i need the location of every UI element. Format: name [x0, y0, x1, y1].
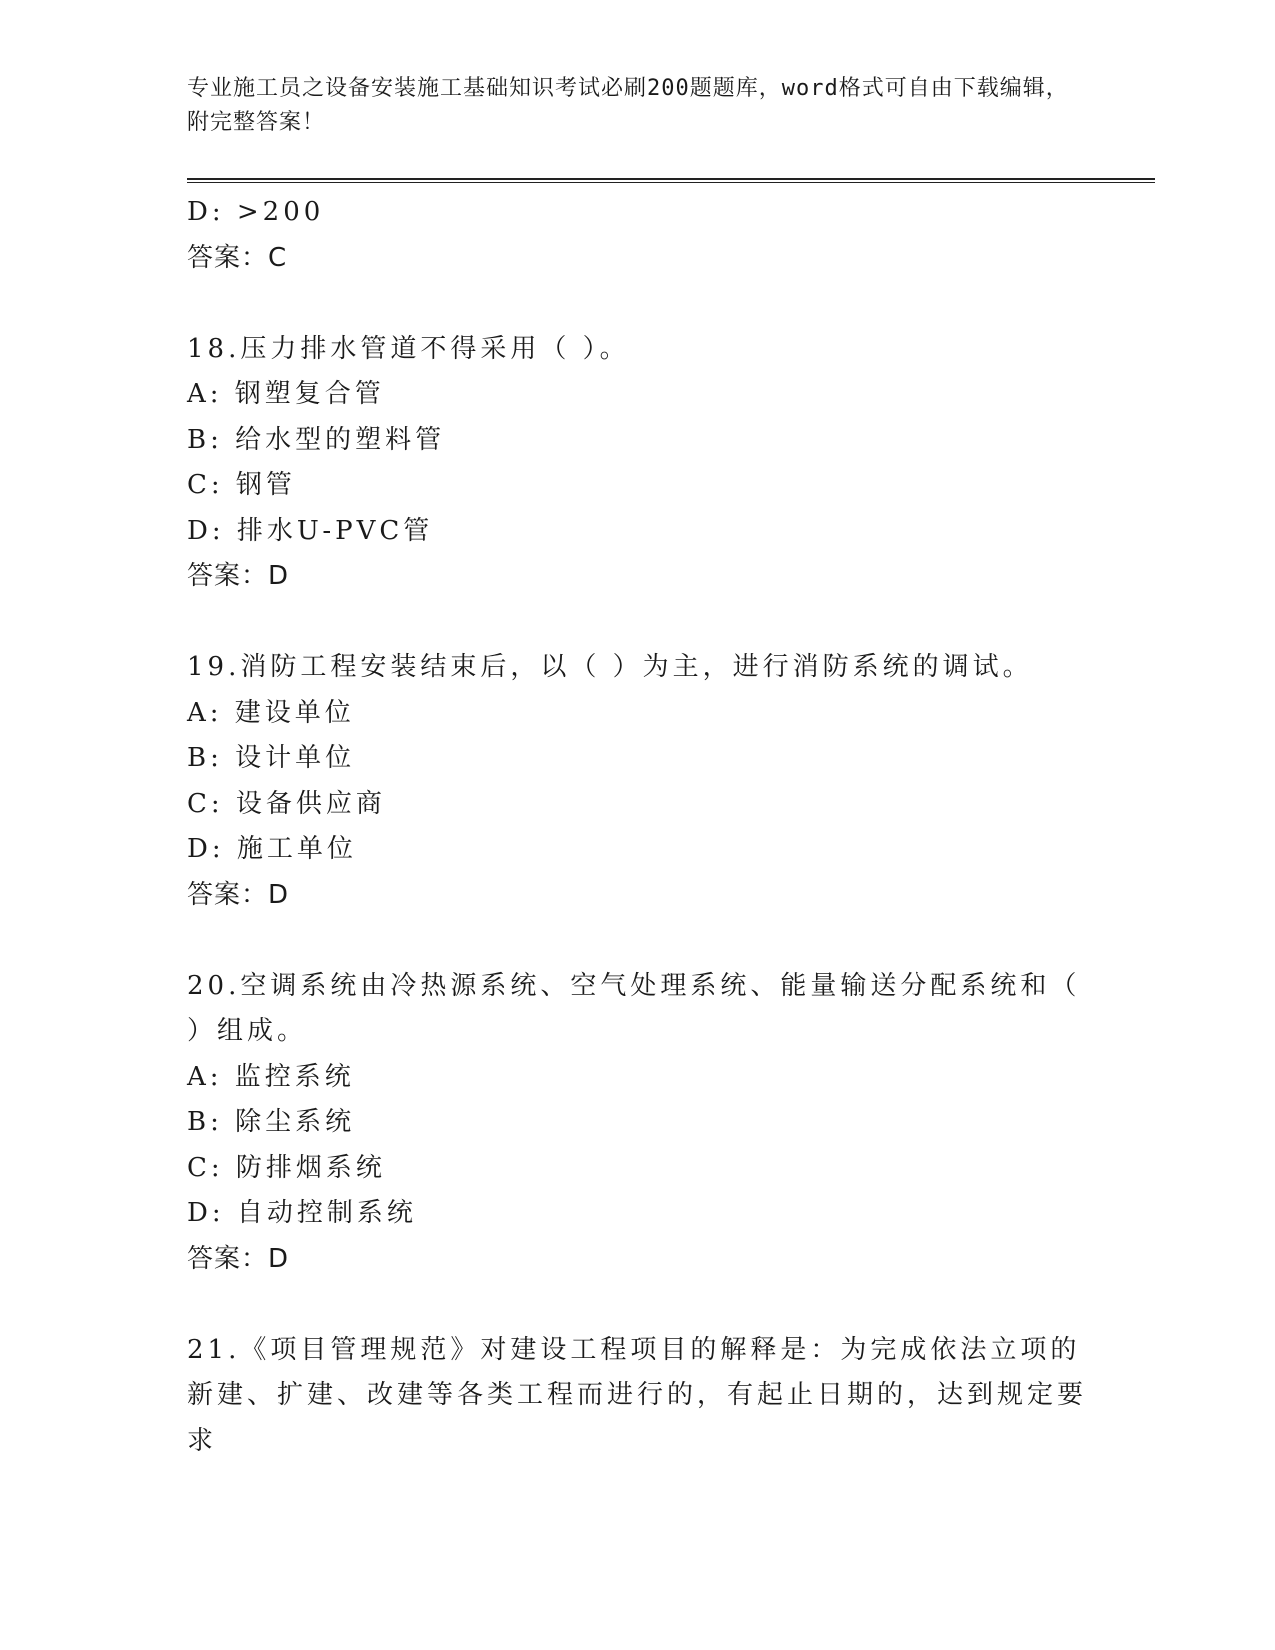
option-c: C: 防排烟系统: [187, 1152, 386, 1183]
answer: 答案：D: [187, 1243, 290, 1274]
question-19: [187, 645, 1087, 918]
spacer: [187, 600, 1087, 646]
question-20: [187, 964, 1087, 1283]
spacer: [187, 1282, 1087, 1328]
question-18: [187, 327, 1087, 600]
spacer: [187, 281, 1087, 327]
option-a: A: 建设单位: [187, 697, 355, 728]
question-21: [187, 1328, 1087, 1465]
answer: 答案：D: [187, 879, 290, 910]
document-body: [187, 190, 1087, 1464]
option-c: C: 设备供应商: [187, 788, 386, 819]
header-divider: [187, 178, 1155, 183]
option-a: A: 监控系统: [187, 1061, 355, 1092]
option-d: D: 施工单位: [187, 834, 357, 864]
option-b: B: 除尘系统: [187, 1107, 356, 1137]
question-stem: 21.《项目管理规范》对建设工程项目的解释是：为完成依法立项的新建、扩建、改建等各类工程而进行的，有起止日期的，达到规定要求: [187, 1334, 1088, 1456]
question-stem: 20.空调系统由冷热源系统、空气处理系统、能量输送分配系统和（ ）组成。: [187, 970, 1081, 1046]
question-17-option-d: D: >200: [187, 197, 325, 227]
document-header: [187, 72, 1087, 140]
option-a: A: 钢塑复合管: [187, 379, 385, 409]
answer: 答案：D: [187, 561, 290, 591]
option-c: C: 钢管: [187, 470, 296, 500]
option-b: B: 设计单位: [187, 743, 356, 773]
question-stem: 19.消防工程安装结束后，以（ ）为主，进行消防系统的调试。: [187, 652, 1033, 682]
spacer: [187, 918, 1087, 964]
header-title: 专业施工员之设备安装施工基础知识考试必刷200题题库，word格式可自由下载编辑，附完整答案！: [187, 76, 1069, 135]
option-b: B: 给水型的塑料管: [187, 424, 446, 455]
option-d: D: 排水U-PVC管: [187, 515, 434, 546]
question-17-answer: 答案：C: [187, 242, 288, 273]
question-stem: 18.压力排水管道不得采用（ ）。: [187, 333, 630, 364]
option-d: D: 自动控制系统: [187, 1198, 417, 1228]
